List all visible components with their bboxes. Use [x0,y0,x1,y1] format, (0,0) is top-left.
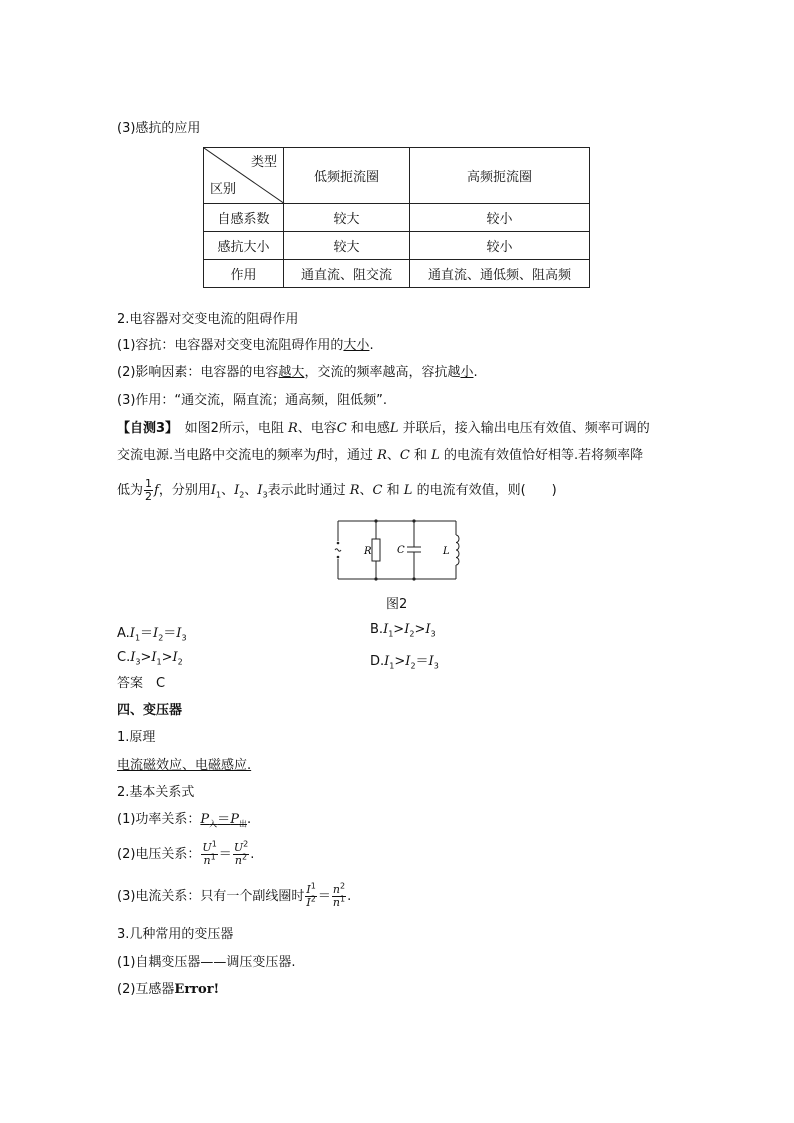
option-b: $B.I_1>I_2>I_3$ [370,622,436,639]
row-label: 作用 [204,260,284,288]
row-cell: 较大 [284,232,410,260]
row-label: 自感系数 [204,204,284,232]
figure-caption: 图2 [386,597,408,612]
current-relation: (3)电流关系：只有一个副线圈时 $\frac{I^1}{I^2}$ ＝ $\frac{n^2}{n^1}$ . [117,881,352,909]
row-cell: 较小 [410,204,590,232]
principle-text: 电流磁效应、电磁感应. [117,758,252,773]
row-cell: 通直流、阻交流 [284,260,410,288]
row-cell: 较小 [410,232,590,260]
transformer-types-heading: 3.几种常用的变压器 [117,927,234,942]
table-corner-cell [204,148,284,204]
table-row [204,204,590,232]
option-d: $D.I_1>I_2=I_3$ [370,654,439,671]
mutual-inductor-line: (2)互感器Error! [117,982,220,997]
table-header-col1: 低频扼流圈 [284,148,410,204]
voltage-fraction-right: $\frac{U^2}{n^2}$ [233,839,249,867]
capacitor-function-line: (3)作用：“通交流，隔直流；通高频，阻低频”. [117,393,388,408]
row-cell: 较大 [284,204,410,232]
ac-source-terminal [337,556,340,559]
question-line-1: 【自测3】 如图2所示，电阻 R、电容C 和电感L 并联后，接入输出电压有效值、频率可调的 [117,421,650,436]
capacitor-label: C [397,545,405,556]
answer-line: 答案 C [117,676,166,691]
one-half-fraction: $\frac{1}{2}$ [145,477,153,503]
relations-heading: 2.基本关系式 [117,785,195,800]
row-cell: 通直流、通低频、阻高频 [410,260,590,288]
capacitor-heading: 2.电容器对交变电流的阻碍作用 [117,312,299,327]
table-header-col2: 高频扼流圈 [410,148,590,204]
option-a: $A.I_1=I_2=I_3$ [117,626,187,643]
principle-heading: 1.原理 [117,730,156,745]
current-fraction-left: $\frac{I^1}{I^2}$ [306,881,316,909]
influence-factors-line: (2)影响因素：电容器的电容越大，交流的频率越高，容抗越小. [117,365,478,380]
table-row [204,260,590,288]
section-3-title: (3)感抗的应用 [117,121,201,136]
capacitive-reactance-line: (1)容抗：电容器对交变电流阻碍作用的大小. [117,338,374,353]
voltage-relation: (2)电压关系： $\frac{U^1}{n^1}$ ＝ $\frac{U^2}{n^2}$ . [117,839,255,867]
option-c: $C.I_3>I_1>I_2$ [117,650,183,667]
resistor-label: R [364,546,372,557]
corner-top-label: 类型 [250,155,277,170]
inductor-label: L [443,546,450,557]
row-label: 感抗大小 [204,232,284,260]
voltage-fraction-left: $\frac{U^1}{n^1}$ [202,839,217,867]
power-relation: (1)功率关系：$P_入=P_出$. [117,812,252,829]
table-row [204,232,590,260]
corner-bottom-label: 区别 [210,182,237,197]
question-line-3: 低为 $\frac{1}{2}$ f，分别用$I_1$、$I_2$、$I_3$表示此时通过 R、C 和 L 的电流有效值，则( ) [117,477,557,503]
ac-source-terminal [337,542,340,545]
current-fraction-right: $\frac{n^2}{n^1}$ [332,881,346,909]
question-line-2: 交流电源.当电路中交流电的频率为f时，通过 R、C 和 L 的电流有效值恰好相等.若将频率降 [117,448,644,463]
autotransformer-line: (1)自耦变压器——调压变压器. [117,955,296,970]
ac-symbol [335,549,341,552]
circuit-diagram [330,517,466,583]
transformer-heading: 四、变压器 [117,703,183,718]
inductor-application-table [203,147,590,288]
